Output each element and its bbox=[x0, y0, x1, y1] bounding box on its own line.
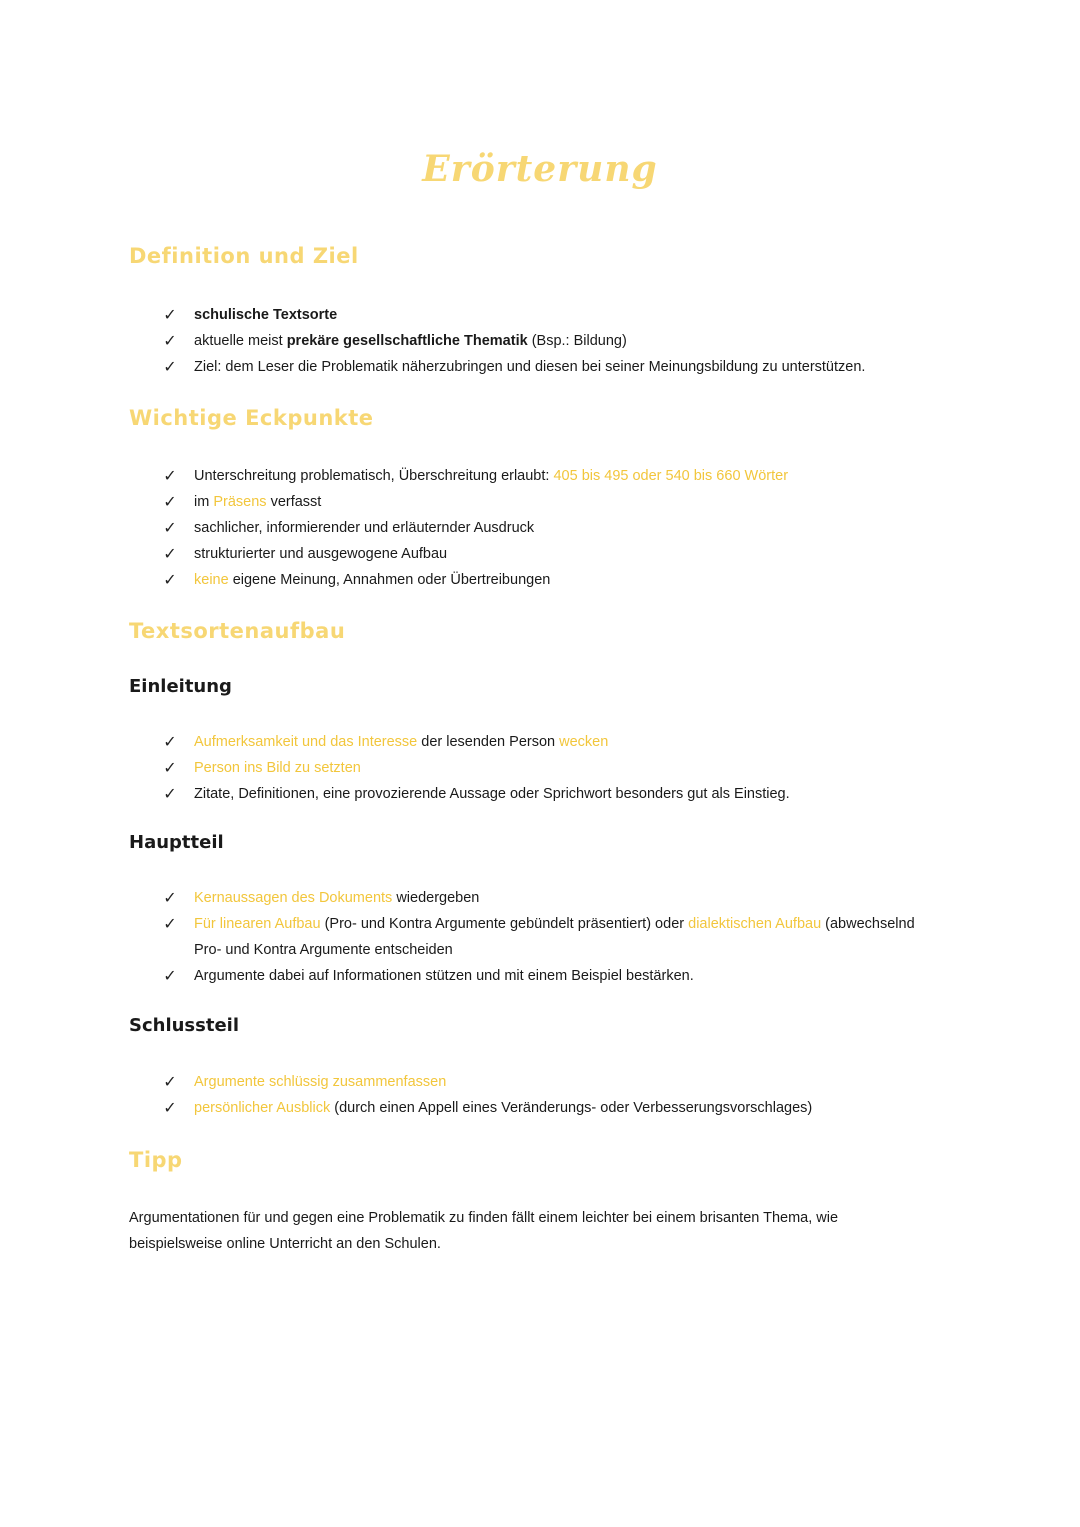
check-icon: ✓ bbox=[163, 570, 177, 589]
check-icon: ✓ bbox=[163, 331, 177, 350]
list-item: ✓ aktuelle meist prekäre gesellschaftliche Thematik (Bsp.: Bildung) bbox=[160, 328, 940, 354]
section-heading-eckpunkte: Wichtige Eckpunkte bbox=[129, 406, 374, 430]
check-icon: ✓ bbox=[163, 1072, 177, 1091]
list-item: ✓ Argumente dabei auf Informationen stützen und mit einem Beispiel bestärken. bbox=[160, 963, 940, 989]
check-icon: ✓ bbox=[163, 357, 177, 376]
list-item: ✓ schulische Textsorte bbox=[160, 302, 940, 328]
definition-list bbox=[160, 302, 940, 380]
check-icon: ✓ bbox=[163, 305, 177, 324]
einleitung-list bbox=[160, 729, 940, 807]
schlussteil-list bbox=[160, 1069, 940, 1121]
page-title: Erörterung bbox=[422, 148, 658, 190]
list-item: ✓ Argumente schlüssig zusammenfassen bbox=[160, 1069, 940, 1095]
section-heading-aufbau: Textsortenaufbau bbox=[129, 619, 346, 643]
check-icon: ✓ bbox=[163, 888, 177, 907]
list-item: ✓ Kernaussagen des Dokuments wiedergeben bbox=[160, 885, 940, 911]
list-item: ✓ strukturierter und ausgewogene Aufbau bbox=[160, 541, 940, 567]
check-icon: ✓ bbox=[163, 518, 177, 537]
list-item: ✓ sachlicher, informierender und erläuternder Ausdruck bbox=[160, 515, 940, 541]
check-icon: ✓ bbox=[163, 544, 177, 563]
tipp-text: Argumentationen für und gegen eine Problematik zu finden fällt einem leichter bei einem brisanten Thema, wie beispielsweise online Unterricht an den Schulen. bbox=[129, 1210, 839, 1252]
list-item: ✓ Person ins Bild zu setzten bbox=[160, 755, 940, 781]
subheading-einleitung: Einleitung bbox=[129, 676, 232, 697]
list-item: ✓ Zitate, Definitionen, eine provozierende Aussage oder Sprichwort besonders gut als Einstieg. bbox=[160, 781, 940, 807]
check-icon: ✓ bbox=[163, 966, 177, 985]
list-item: ✓ Ziel: dem Leser die Problematik näherzubringen und diesen bei seiner Meinungsbildung zu unterstützen. bbox=[160, 354, 940, 380]
list-item: ✓ Aufmerksamkeit und das Interesse der lesenden Person wecken bbox=[160, 729, 940, 755]
check-icon: ✓ bbox=[163, 758, 177, 777]
subheading-schlussteil: Schlussteil bbox=[129, 1015, 240, 1036]
check-icon: ✓ bbox=[163, 492, 177, 511]
list-item: ✓ Unterschreitung problematisch, Überschreitung erlaubt: 405 bis 495 oder 540 bis 660 Wörter bbox=[160, 463, 940, 489]
check-icon: ✓ bbox=[163, 914, 177, 933]
check-icon: ✓ bbox=[163, 1098, 177, 1117]
list-item: ✓ Für linearen Aufbau (Pro- und Kontra Argumente gebündelt präsentiert) oder dialektischen Aufbau (abwechselnd Pro- und Kontra Argumente entscheiden bbox=[160, 911, 940, 963]
list-item: ✓ keine eigene Meinung, Annahmen oder Übertreibungen bbox=[160, 567, 940, 593]
section-heading-tipp: Tipp bbox=[129, 1148, 183, 1172]
list-item: ✓ im Präsens verfasst bbox=[160, 489, 940, 515]
check-icon: ✓ bbox=[163, 466, 177, 485]
section-heading-definition: Definition und Ziel bbox=[129, 244, 359, 268]
hauptteil-list bbox=[160, 885, 940, 989]
check-icon: ✓ bbox=[163, 732, 177, 751]
check-icon: ✓ bbox=[163, 784, 177, 803]
list-item: ✓ persönlicher Ausblick (durch einen Appell eines Veränderungs- oder Verbesserungsvorschlages) bbox=[160, 1095, 940, 1121]
subheading-hauptteil: Hauptteil bbox=[129, 832, 224, 853]
eckpunkte-list bbox=[160, 463, 940, 593]
